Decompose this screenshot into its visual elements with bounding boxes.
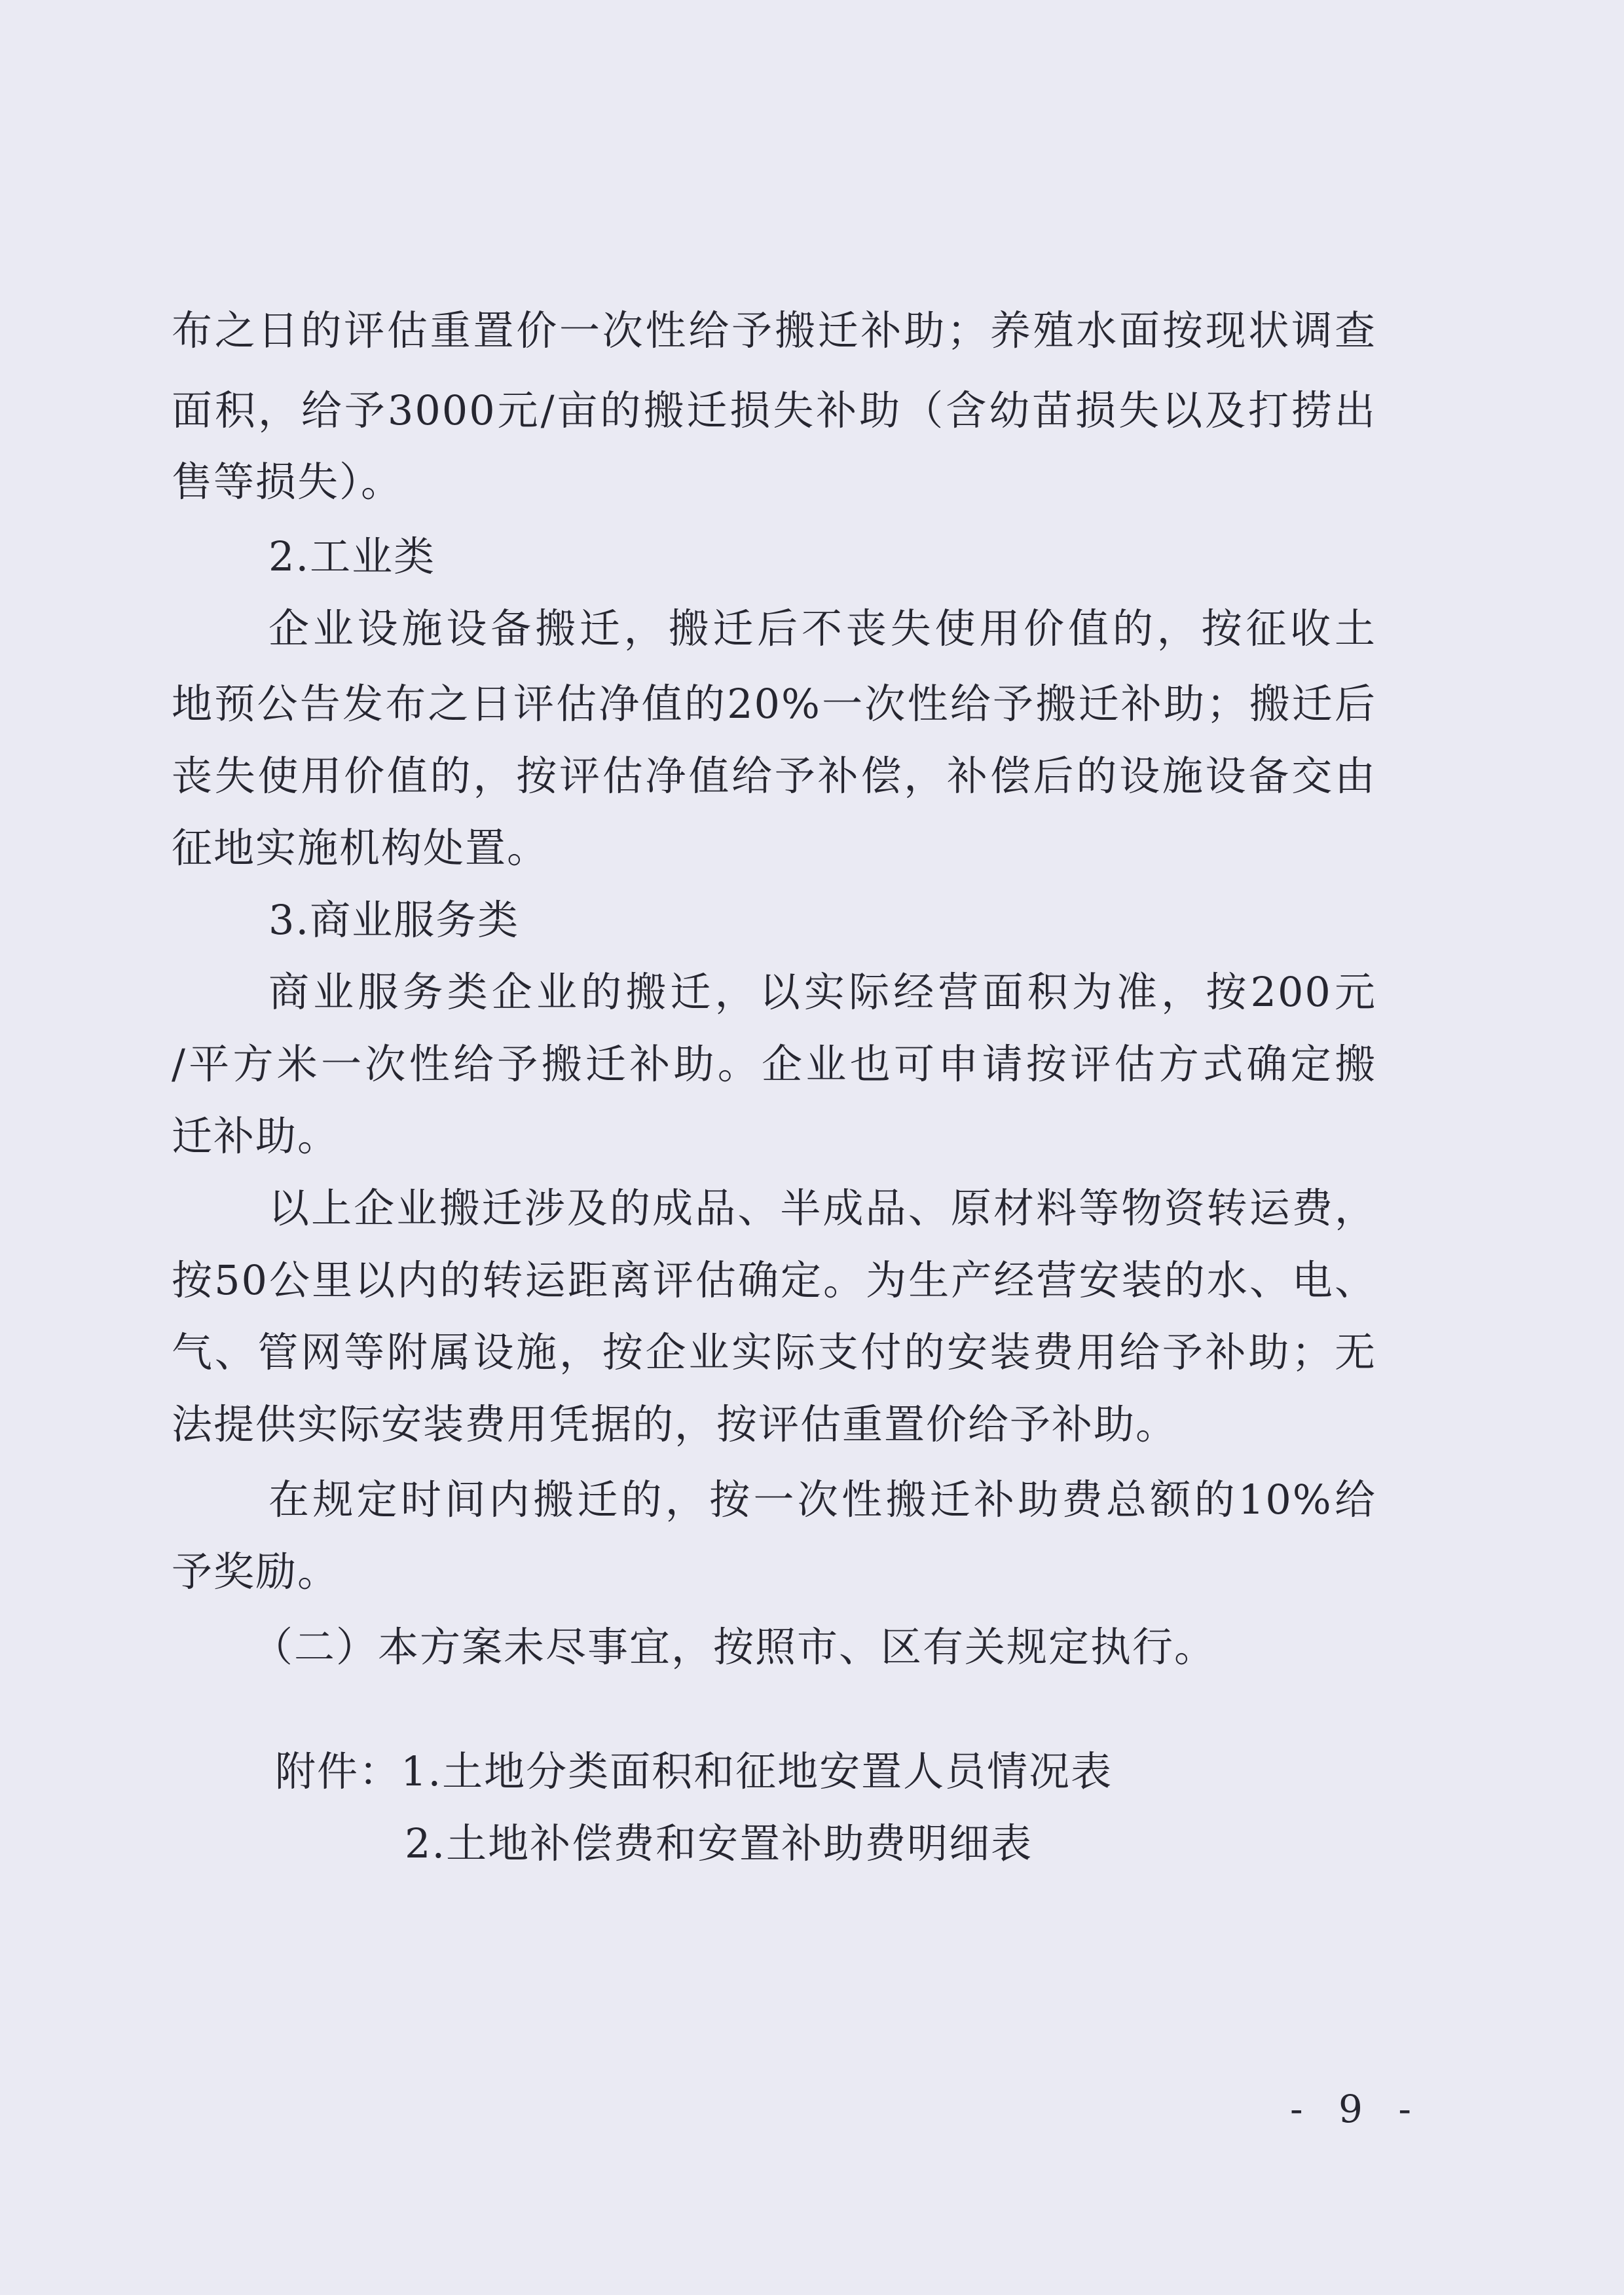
- paragraph-line: 布之日的评估重置价一次性给予搬迁补助；养殖水面按现状调查: [172, 307, 1376, 354]
- section-heading-commercial: 3.商业服务类: [268, 896, 520, 944]
- paragraph-line: 面积，给予3000元/亩的搬迁损失补助（含幼苗损失以及打捞出: [172, 386, 1376, 434]
- paragraph-line: 企业设施设备搬迁，搬迁后不丧失使用价值的，按征收土: [268, 605, 1376, 652]
- paragraph-line: 法提供实际安装费用凭据的，按评估重置价给予补助。: [172, 1400, 1178, 1448]
- paragraph-line: 售等损失）。: [172, 458, 403, 506]
- attachment-line-1: 附件：1.土地分类面积和征地安置人员情况表: [275, 1747, 1113, 1795]
- section-heading-other-matters: （二）本方案未尽事宜，按照市、区有关规定执行。: [252, 1623, 1217, 1671]
- paragraph-line: 征地实施机构处置。: [172, 824, 549, 872]
- paragraph-line: 以上企业搬迁涉及的成品、半成品、原材料等物资转运费，: [268, 1184, 1376, 1232]
- paragraph-line: 丧失使用价值的，按评估净值给予补偿，补偿后的设施设备交由: [172, 752, 1376, 800]
- paragraph-line: 予奖励。: [172, 1548, 340, 1595]
- section-heading-industrial: 2.工业类: [268, 532, 436, 580]
- paragraph-line: /平方米一次性给予搬迁补助。企业也可申请按评估方式确定搬: [172, 1040, 1376, 1088]
- paragraph-line: 按50公里以内的转运距离评估确定。为生产经营安装的水、电、: [172, 1256, 1376, 1304]
- page-number: - 9 -: [1290, 2087, 1423, 2131]
- paragraph-line: 气、管网等附属设施，按企业实际支付的安装费用给予补助；无: [172, 1328, 1376, 1376]
- paragraph-line: 地预公告发布之日评估净值的20%一次性给予搬迁补助；搬迁后: [172, 680, 1376, 728]
- attachment-line-2: 2.土地补偿费和安置补助费明细表: [405, 1819, 1033, 1867]
- paragraph-line: 商业服务类企业的搬迁，以实际经营面积为准，按200元: [268, 968, 1376, 1016]
- paragraph-line: 迁补助。: [172, 1112, 340, 1160]
- paragraph-line: 在规定时间内搬迁的，按一次性搬迁补助费总额的10%给: [268, 1476, 1376, 1523]
